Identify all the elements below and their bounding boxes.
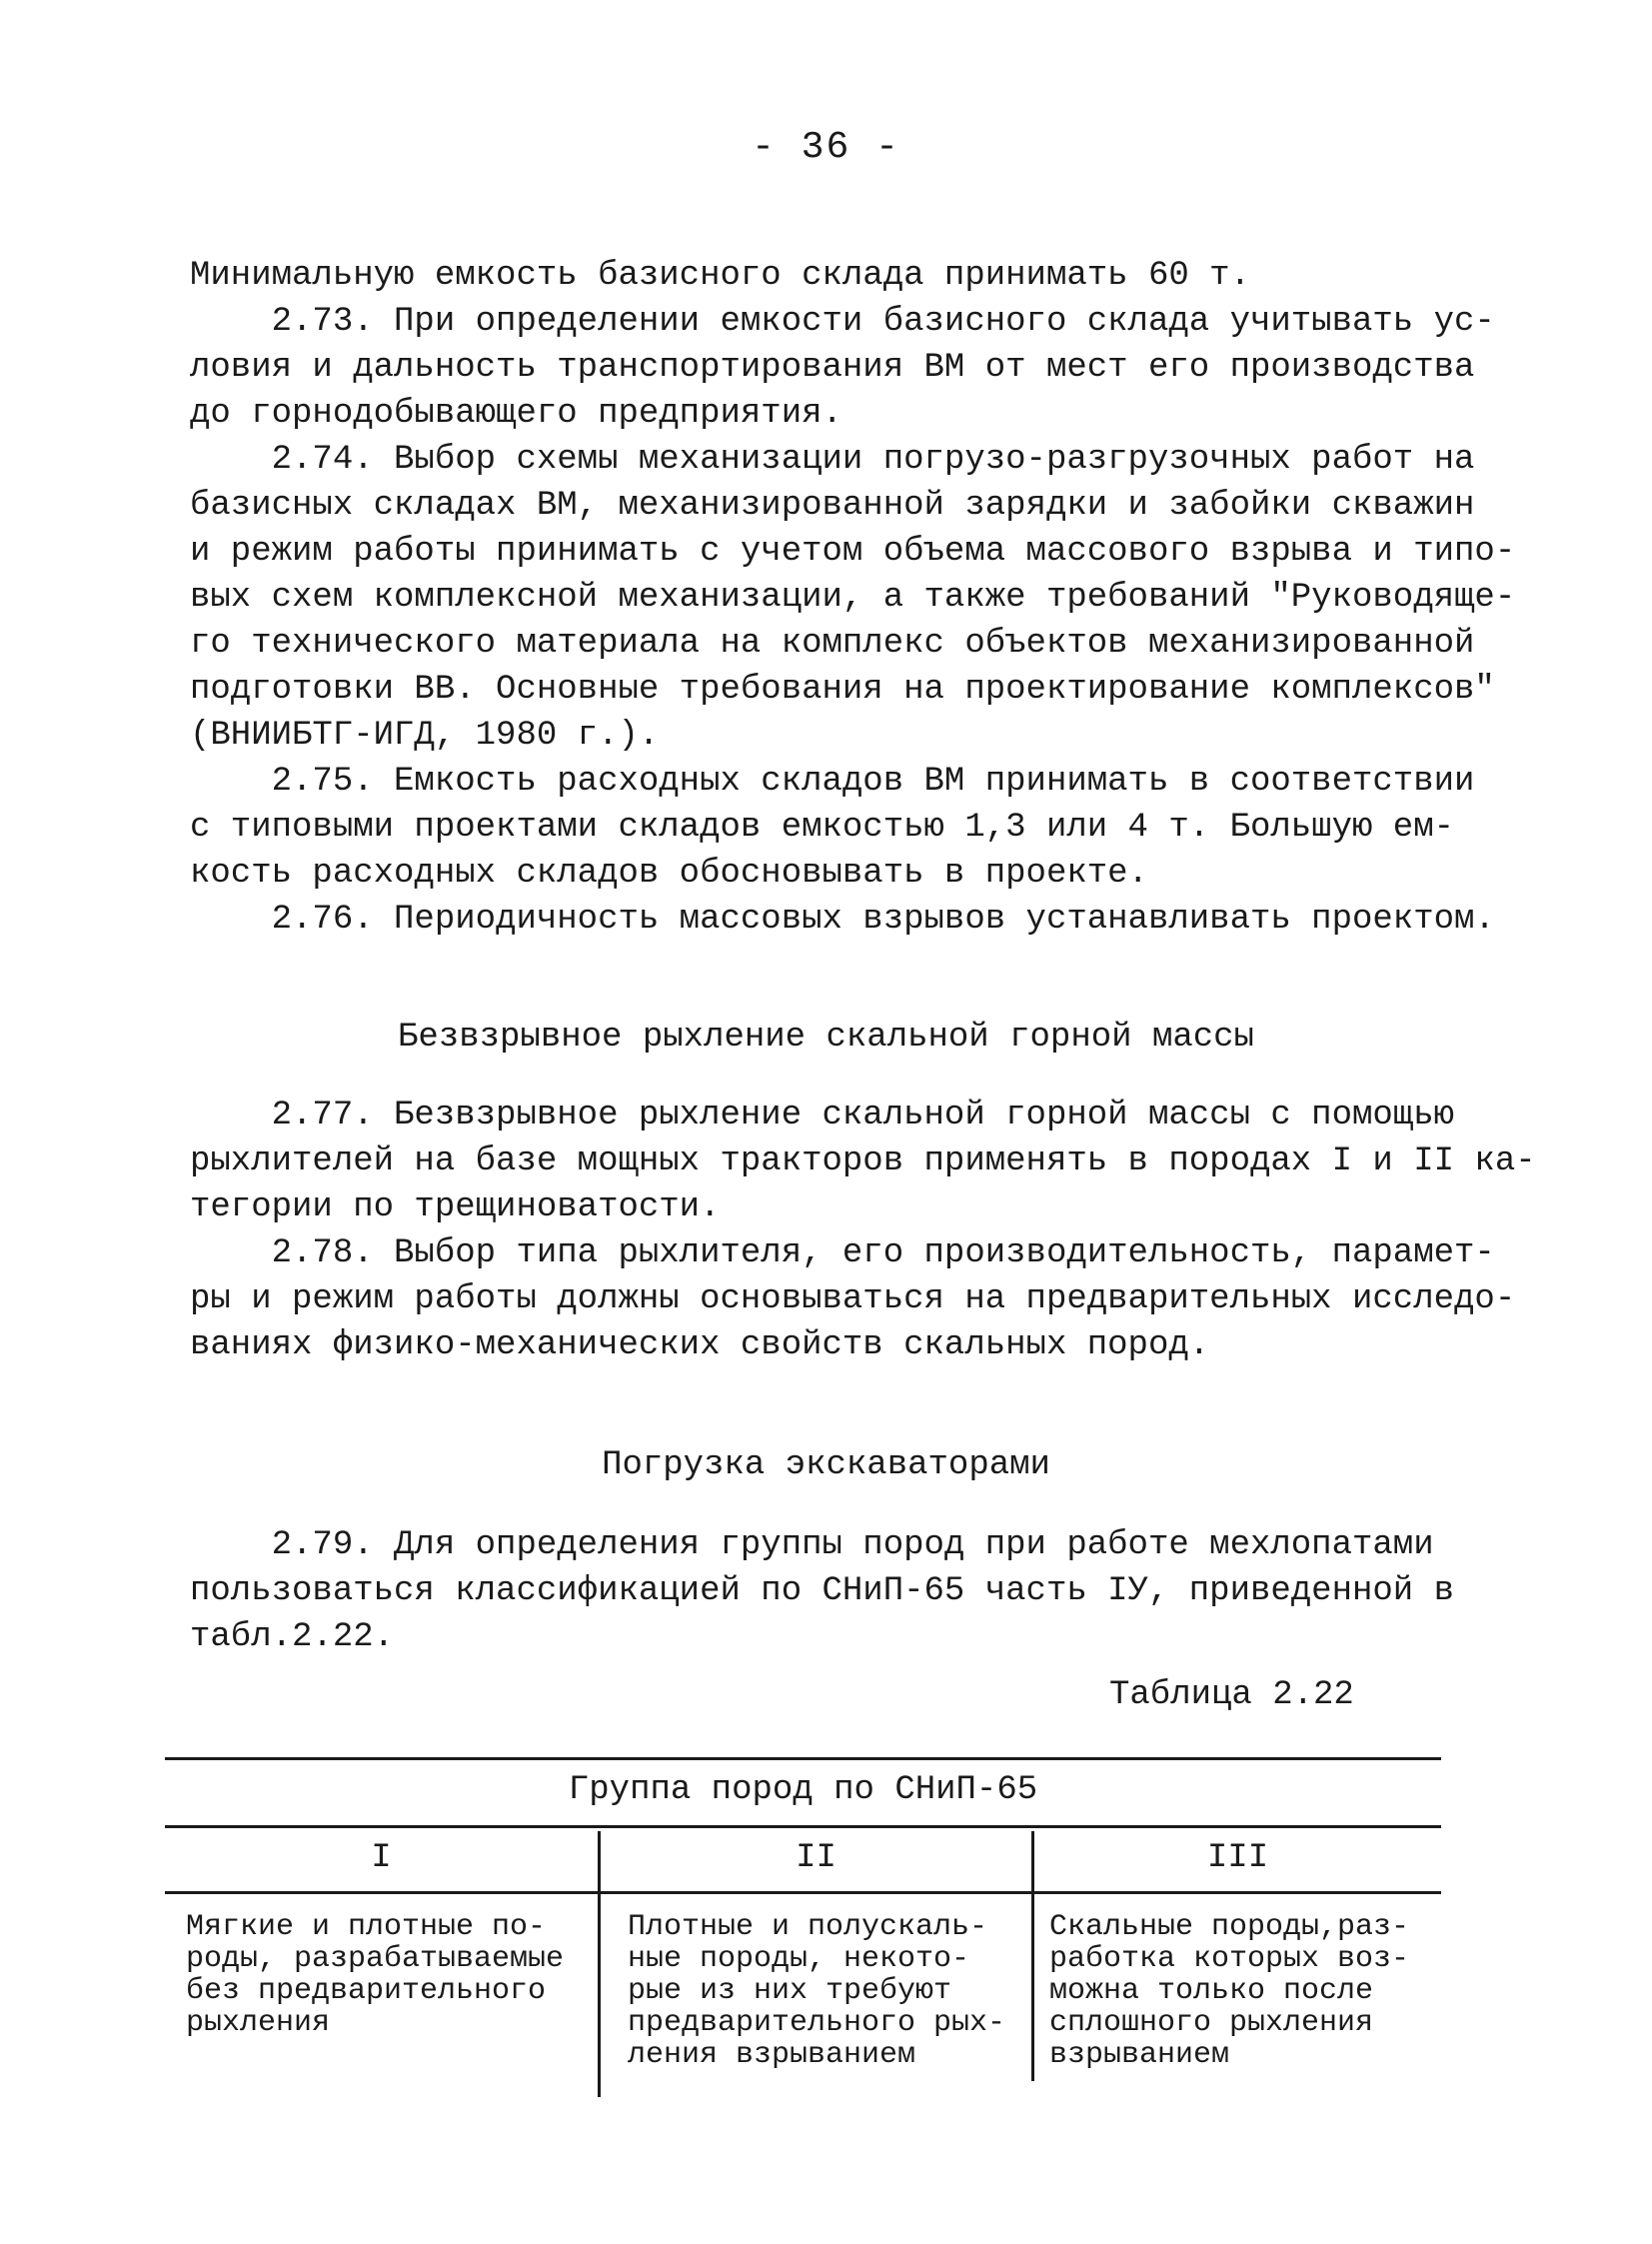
text-line: 2.73. При определении емкости базисного склада учитывать ус-: [190, 303, 1495, 341]
text-line: Минимальную емкость базисного склада принимать 60 т.: [190, 257, 1250, 295]
section-heading: Безвзрывное рыхление скальной горной массы: [398, 1019, 1254, 1057]
text-line: 2.78. Выбор типа рыхлителя, его производительность, парамет-: [190, 1234, 1495, 1272]
text-line: (ВНИИБТГ-ИГД, 1980 г.).: [190, 717, 660, 755]
table-top-rule: [165, 1757, 1441, 1760]
page-number: - 36 -: [752, 126, 900, 169]
text-line: ваниях физико-механических свойств скальных пород.: [190, 1326, 1210, 1364]
text-line: и режим работы принимать с учетом объема массового взрыва и типо-: [190, 533, 1516, 571]
text-line: го технического материала на комплекс объектов механизированной: [190, 625, 1475, 663]
text-line: табл.2.22.: [190, 1618, 395, 1656]
table-rule: [165, 1891, 1441, 1894]
text-line: 2.74. Выбор схемы механизации погрузо-разгрузочных работ на: [190, 441, 1475, 479]
column-header: III: [1206, 1839, 1269, 1877]
table-rule: [165, 1825, 1441, 1828]
table-cell: Мягкие и плотные по- роды, разрабатываемые без предварительного рыхления: [186, 1910, 565, 2040]
text-line: ры и режим работы должны основываться на предварительных исследо-: [190, 1280, 1516, 1318]
column-header: II: [796, 1839, 836, 1877]
text-line: кость расходных складов обосновывать в проекте.: [190, 855, 1148, 893]
text-line: с типовыми проектами складов емкостью 1,3 или 4 т. Большую ем-: [190, 809, 1455, 847]
text-line: до горнодобывающего предприятия.: [190, 395, 842, 433]
text-line: рыхлителей на базе мощных тракторов применять в породах I и II ка-: [190, 1142, 1536, 1180]
text-line: 2.76. Периодичность массовых взрывов устанавливать проектом.: [190, 901, 1495, 939]
table-cell: Скальные породы,раз- работка которых воз- можна только после сплошного рыхления взрыванием: [1049, 1910, 1410, 2072]
text-line: подготовки ВВ. Основные требования на проектирование комплексов": [190, 671, 1495, 709]
table-label: Таблица 2.22: [1109, 1676, 1354, 1714]
text-line: базисных складах ВМ, механизированной зарядки и забойки скважин: [190, 487, 1475, 525]
column-header: I: [371, 1839, 392, 1877]
text-line: вых схем комплексной механизации, а также требований "Руководяще-: [190, 579, 1516, 617]
table-cell: Плотные и полускаль- ные породы, некото- рые из них требуют предварительного рых- ления взрыванием: [628, 1910, 1006, 2072]
text-line: ловия и дальность транспортирования ВМ от мест его производства: [190, 349, 1475, 387]
text-line: тегории по трещиноватости.: [190, 1188, 721, 1226]
text-line: 2.77. Безвзрывное рыхление скальной горной массы с помощью: [190, 1097, 1455, 1134]
table-title: Группа пород по СНиП-65: [568, 1771, 1038, 1809]
section-heading: Погрузка экскаваторами: [602, 1446, 1050, 1484]
text-line: 2.79. Для определения группы пород при работе мехлопатами: [190, 1526, 1434, 1564]
text-line: 2.75. Емкость расходных складов ВМ принимать в соответствии: [190, 763, 1475, 801]
text-line: пользоваться классификацией по СНиП-65 часть IУ, приведенной в: [190, 1572, 1455, 1610]
